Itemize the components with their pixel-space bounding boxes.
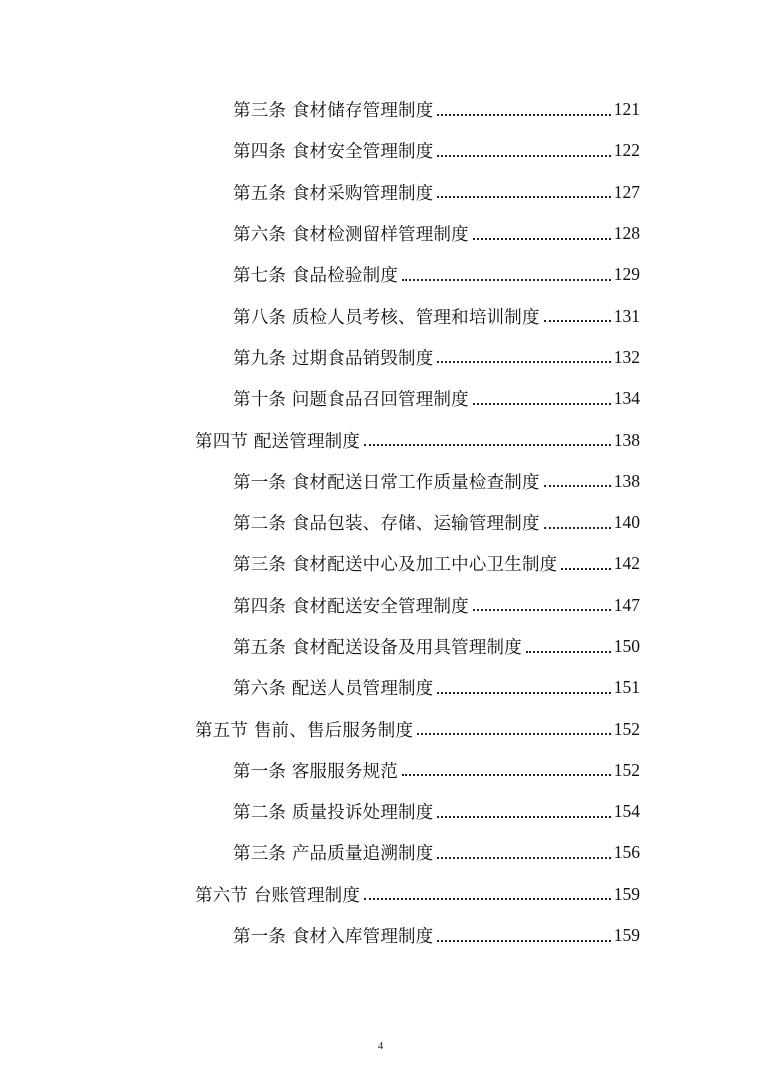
toc-page-number: 152 (613, 759, 640, 780)
toc-entry-title: 第四节 配送管理制度 (195, 431, 361, 452)
dot-leader (417, 733, 611, 735)
toc-page-number: 129 (613, 264, 640, 285)
dot-leader (402, 279, 611, 281)
dot-leader (473, 238, 611, 240)
toc-entry[interactable] (0, 254, 761, 295)
toc-section-entry[interactable] (0, 708, 761, 749)
toc-section-entry[interactable] (0, 874, 761, 915)
toc-entry-title: 第八条 质检人员考核、管理和培训制度 (233, 307, 540, 328)
dot-leader (437, 816, 610, 818)
toc-entry-title: 第二条 质量投诉处理制度 (233, 803, 434, 824)
toc-entry[interactable] (0, 791, 761, 832)
toc-section-entry[interactable] (0, 419, 761, 460)
toc-page-number: 140 (613, 512, 640, 533)
toc-entry-title: 第四条 食材安全管理制度 (233, 142, 434, 163)
dot-leader (437, 857, 610, 859)
toc-entry-title: 第三条 产品质量追溯制度 (233, 844, 434, 865)
toc-entry[interactable] (0, 585, 761, 626)
dot-leader (526, 651, 611, 653)
dot-leader (437, 114, 610, 116)
toc-page-number: 147 (613, 594, 640, 615)
toc-page-number: 134 (613, 388, 640, 409)
toc-entry[interactable] (0, 213, 761, 254)
toc-page-number: 121 (613, 99, 640, 120)
dot-leader (437, 692, 610, 694)
dot-leader (544, 527, 611, 529)
toc-entry-title: 第一条 食材入库管理制度 (233, 927, 434, 948)
toc-page-number: 138 (613, 470, 640, 491)
toc-entry-title: 第五条 食材采购管理制度 (233, 183, 434, 204)
toc-entry-title: 第二条 食品包装、存储、运输管理制度 (233, 514, 540, 535)
toc-page-number: 142 (613, 553, 640, 574)
toc-entry[interactable] (0, 543, 761, 584)
toc-entry[interactable] (0, 172, 761, 213)
toc-page-number: 122 (613, 140, 640, 161)
toc-page-number: 150 (613, 636, 640, 656)
toc-entry[interactable] (0, 750, 761, 791)
page-number: 4 (377, 1040, 384, 1052)
toc-entry-title: 第四条 食材配送安全管理制度 (233, 596, 469, 617)
toc-page-number: 128 (613, 223, 640, 244)
toc-page-number: 132 (613, 346, 640, 367)
toc-entry[interactable] (0, 337, 761, 378)
toc-entry-title: 第九条 过期食品销毁制度 (233, 348, 434, 369)
toc-entry-title: 第五节 售前、售后服务制度 (195, 720, 414, 741)
toc-entry-title: 第三条 食材配送中心及加工中心卫生制度 (233, 555, 558, 576)
toc-page-number: 154 (613, 801, 640, 822)
dot-leader (437, 361, 610, 363)
toc-entry[interactable] (0, 832, 761, 873)
toc-entry[interactable] (0, 915, 761, 956)
dot-leader (544, 485, 611, 487)
toc-entry-title: 第三条 食材储存管理制度 (233, 101, 434, 122)
dot-leader (364, 898, 611, 900)
toc-page-number: 127 (613, 181, 640, 202)
toc-page-number: 156 (613, 842, 640, 863)
toc-entry[interactable] (0, 89, 761, 130)
toc-page-number: 152 (613, 718, 640, 739)
dot-leader (437, 940, 610, 942)
table-of-contents (0, 89, 761, 956)
toc-entry[interactable] (0, 667, 761, 708)
toc-entry-title: 第六节 台账管理制度 (195, 885, 361, 906)
toc-page-number: 131 (613, 305, 640, 326)
toc-entry-title: 第十条 问题食品召回管理制度 (233, 390, 469, 411)
toc-entry-title: 第六条 食材检测留样管理制度 (233, 225, 469, 246)
dot-leader (561, 568, 610, 570)
dot-leader (473, 609, 611, 611)
dot-leader (402, 774, 611, 776)
toc-entry[interactable] (0, 461, 761, 502)
toc-page-number: 151 (613, 677, 640, 698)
toc-entry-title: 第七条 食品检验制度 (233, 266, 399, 287)
toc-page-number: 138 (613, 429, 640, 450)
toc-entry[interactable] (0, 130, 761, 171)
toc-entry[interactable] (0, 502, 761, 543)
toc-page-number: 159 (613, 925, 640, 946)
toc-entry[interactable] (0, 295, 761, 336)
dot-leader (544, 320, 611, 322)
dot-leader (473, 403, 611, 405)
toc-page-number: 159 (613, 883, 640, 904)
toc-entry-title: 第一条 食材配送日常工作质量检查制度 (233, 472, 540, 493)
toc-entry[interactable] (0, 378, 761, 419)
dot-leader (437, 155, 610, 157)
toc-entry[interactable] (0, 626, 761, 667)
dot-leader (437, 196, 610, 198)
toc-entry-title: 第五条 食材配送设备及用具管理制度 (233, 638, 522, 658)
dot-leader (364, 444, 611, 446)
toc-entry-title: 第六条 配送人员管理制度 (233, 679, 434, 700)
toc-entry-title: 第一条 客服服务规范 (233, 761, 399, 782)
